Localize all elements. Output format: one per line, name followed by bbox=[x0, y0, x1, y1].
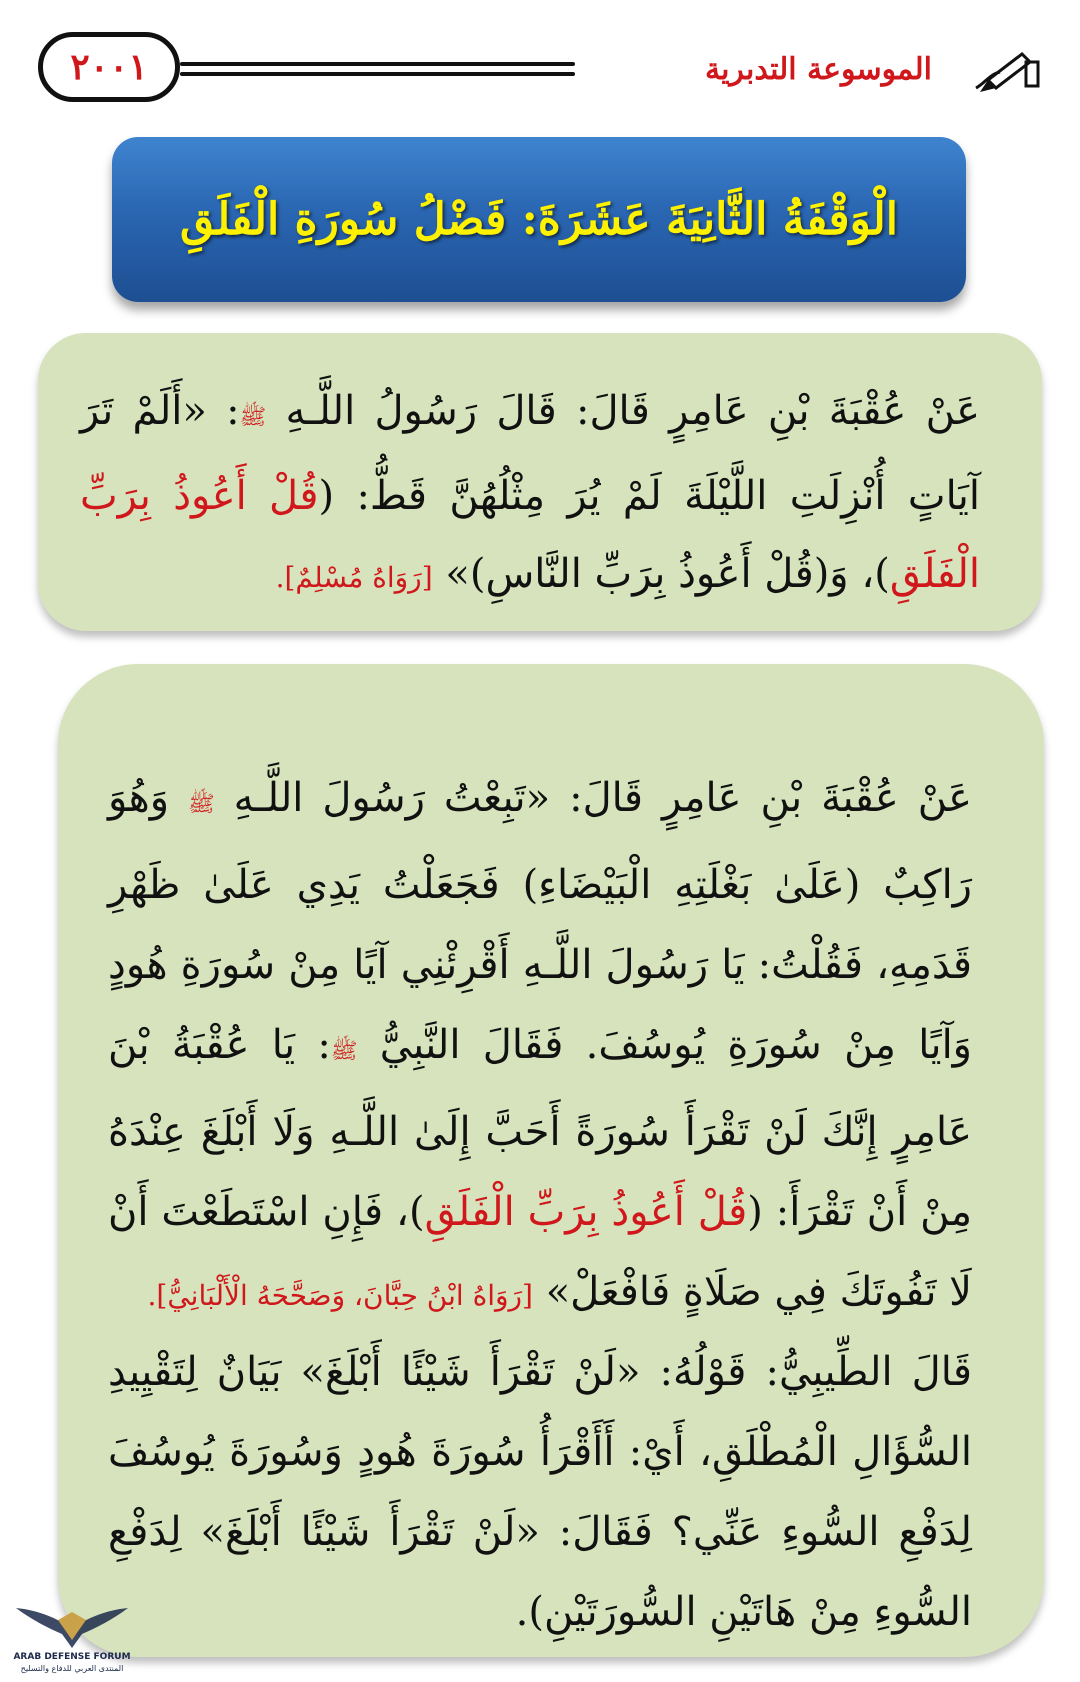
header-rule-bottom bbox=[180, 72, 575, 76]
brand-title: الموسوعة التدبرية bbox=[705, 52, 932, 87]
quran-quote: قُلْ أَعُوذُ بِرَبِّ الْفَلَقِ bbox=[424, 1189, 748, 1235]
commentary-text: قَالَ الطِّيبِيُّ: قَوْلُهُ: «لَنْ تَقْرَأَ شَيْئًا أَبْلَغَ» بَيَانٌ لِتَقْيِيدِ السُّؤَالِ الْمُطْلَقِ، أَيْ: أَأَقْرَأُ سُورَةَ هُودٍ وَسُورَةَ يُوسُفَ لِدَفْعِ السُّوءِ عَنِّي؟ فَقَالَ: «لَنْ تَقْرَأَ شَيْئًا أَبْلَغَ» لِدَفْعِ السُّوءِ مِنْ هَاتَيْنِ السُّورَتَيْنِ). bbox=[108, 1349, 972, 1635]
hadith-1-part-2: : «أَلَمْ تَرَ آيَاتٍ أُنْزِلَتِ اللَّيْلَةَ لَمْ يُرَ مِثْلُهُنَّ قَطُّ: ( bbox=[80, 388, 980, 519]
salla-glyph: ﷺ bbox=[188, 792, 215, 817]
watermark-line-1: ARAB DEFENSE FORUM bbox=[13, 1652, 131, 1662]
hadith-2-part-3: : يَا عُقْبَةُ بْنَ عَامِرٍ إِنَّكَ لَنْ تَقْرَأَ سُورَةً أَحَبَّ إِلَىٰ اللَّـهِ وَلَا أَبْلَغَ عِنْدَهُ مِنْ أَنْ تَقْرَأَ: ( bbox=[108, 1022, 972, 1235]
hadith-2-part-2: وَهُوَ رَاكِبٌ (عَلَىٰ بَغْلَتِهِ الْبَيْضَاءِ) فَجَعَلْتُ يَدِي عَلَىٰ ظَهْرِ قَدَمِهِ، فَقُلْتُ: يَا رَسُولَ اللَّـهِ أَقْرِئْنِي آيًا مِنْ سُورَةِ هُودٍ وَآيًا مِنْ سُورَةِ يُوسُفَ. فَقَالَ النَّبِيُّ bbox=[108, 775, 972, 1068]
page-header bbox=[0, 0, 1080, 110]
hadith-1-part-3: )، وَ(قُلْ أَعُوذُ بِرَبِّ النَّاسِ)» bbox=[445, 551, 890, 597]
section-banner bbox=[112, 137, 966, 302]
hadith-1-part-1: عَنْ عُقْبَةَ بْنِ عَامِرٍ قَالَ: قَالَ رَسُولُ اللَّـهِ bbox=[285, 388, 980, 434]
watermark-logo bbox=[8, 1590, 136, 1678]
pen-writing-icon bbox=[970, 44, 1042, 96]
hadith-2-part-4: )، فَإِنِ اسْتَطَعْتَ أَنْ لَا تَفُوتَكَ فِي صَلَاةٍ فَافْعَلْ» bbox=[108, 1189, 972, 1315]
quran-quote: قُلْ أَعُوذُ بِرَبِّ الْفَلَقِ bbox=[80, 473, 980, 597]
section-title: الْوَقْفَةُ الثَّانِيَةَ عَشَرَةَ: فَضْلُ سُورَةِ الْفَلَقِ bbox=[180, 194, 898, 245]
hadith-2-text bbox=[108, 758, 972, 1336]
eagle-emblem-icon bbox=[8, 1590, 136, 1652]
page-number: ٢٠٠١ bbox=[38, 32, 180, 102]
hadith-1-text bbox=[80, 372, 980, 617]
hadith-2-part-1: عَنْ عُقْبَةَ بْنِ عَامِرٍ قَالَ: «تَبِعْتُ رَسُولَ اللَّـهِ bbox=[233, 775, 973, 821]
hadith-1-reference: [رَوَاهُ مُسْلِمٌ]. bbox=[275, 561, 433, 594]
salla-glyph: ﷺ bbox=[330, 1039, 358, 1064]
hadith-2-reference: [رَوَاهُ ابْنُ حِبَّانَ، وَصَحَّحَهُ الْأَلْبَانِيُّ]. bbox=[147, 1279, 533, 1312]
header-rule-top bbox=[180, 62, 575, 66]
watermark-line-2: المنتدى العربي للدفاع والتسليح bbox=[20, 1664, 124, 1673]
salla-glyph: ﷺ bbox=[239, 405, 267, 430]
